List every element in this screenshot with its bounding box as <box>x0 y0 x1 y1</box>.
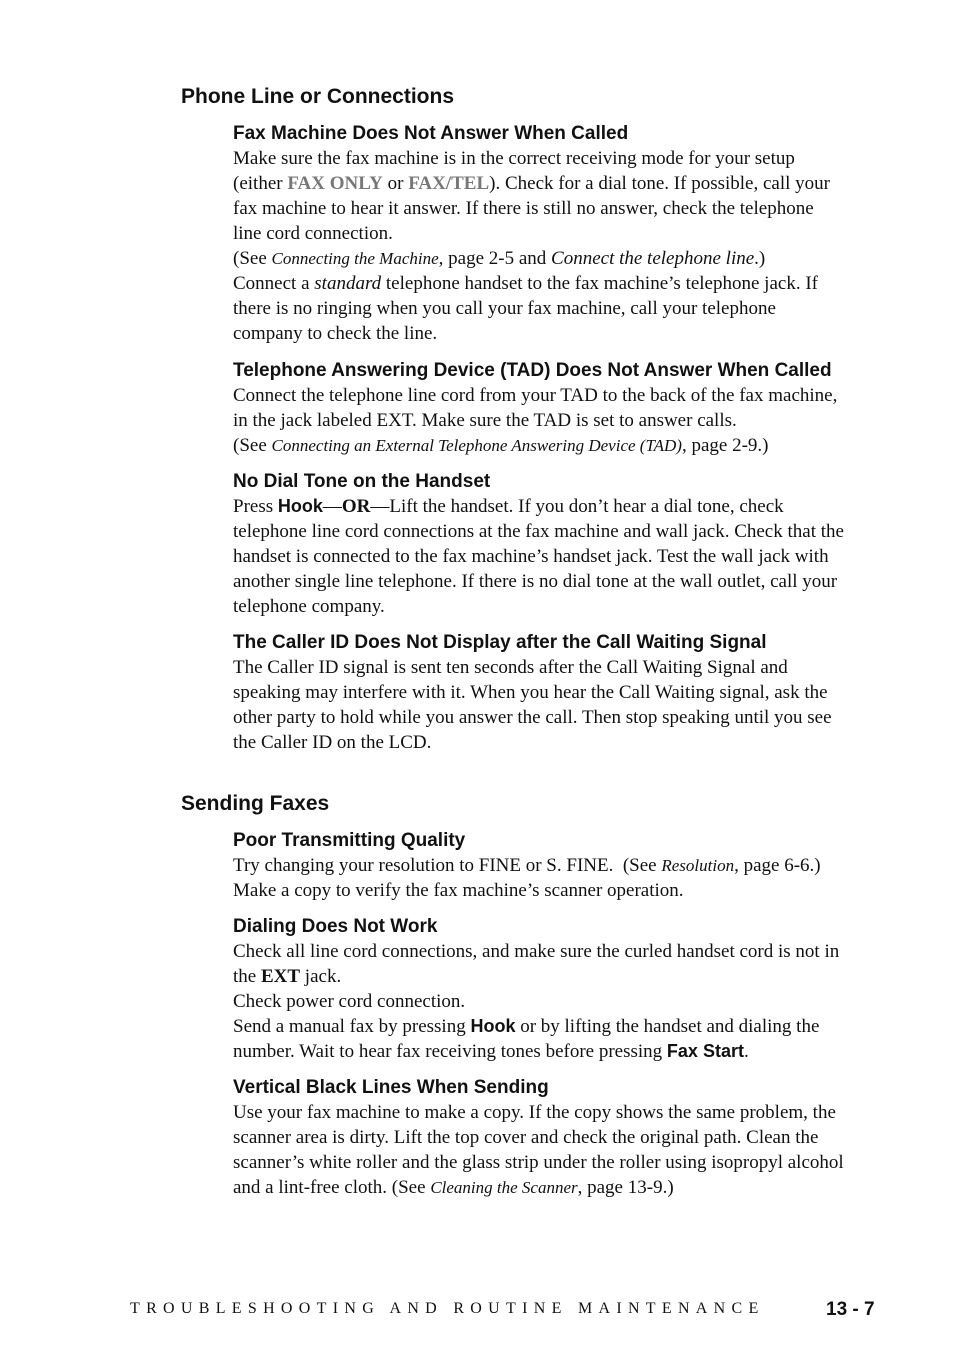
text-line: fax machine to hear it answer. If there is still no answer, check the telephone <box>233 198 814 219</box>
cross-reference: Cleaning the Scanner <box>430 1178 578 1197</box>
text-line: speaking may interfere with it. When you hear the Call Waiting signal, ask the <box>233 682 828 703</box>
text-line: (either FAX ONLY or FAX/TEL). Check for a dial tone. If possible, call your <box>233 173 830 194</box>
emphasis: standard <box>314 273 382 294</box>
section-title-sending-faxes: Sending Faxes <box>181 792 330 815</box>
paragraph-tad <box>233 383 883 458</box>
text-line: Make sure the fax machine is in the correct receiving mode for your setup <box>233 148 795 169</box>
hook-key: Hook <box>470 1016 516 1036</box>
text-line: line cord connection. <box>233 223 393 244</box>
paragraph-caller-id <box>233 655 883 755</box>
heading-poor-quality: Poor Transmitting Quality <box>233 830 466 851</box>
paragraph-vertical-lines <box>233 1100 883 1200</box>
text-line: (See Connecting an External Telephone Answering Device (TAD), page 2-9.) <box>233 435 769 456</box>
text-line: the Caller ID on the LCD. <box>233 732 432 753</box>
section-title-phone-line: Phone Line or Connections <box>181 85 455 108</box>
text-line: Make a copy to verify the fax machine’s scanner operation. <box>233 880 684 901</box>
text-line: (See Connecting the Machine, page 2-5 and Connect the telephone line.) <box>233 248 766 269</box>
text-line: Try changing your resolution to FINE or S. FINE. (See Resolution, page 6-6.) <box>233 855 821 876</box>
text-line: scanner area is dirty. Lift the top cover and check the original path. Clean the <box>233 1127 819 1148</box>
text-line: Connect the telephone line cord from your TAD to the back of the fax machine, <box>233 385 838 406</box>
text-line: scanner’s white roller and the glass strip under the roller using isopropyl alcohol <box>233 1152 844 1173</box>
fax-only-mode: FAX ONLY <box>287 173 383 194</box>
page-number: 13 - 7 <box>826 1299 875 1320</box>
text-line: and a lint-free cloth. (See Cleaning the Scanner, page 13-9.) <box>233 1177 674 1198</box>
text-line: another single line telephone. If there is no dial tone at the wall outlet, call your <box>233 571 838 592</box>
heading-dialing: Dialing Does Not Work <box>233 916 438 937</box>
paragraph-fax-no-answer <box>233 146 883 346</box>
paragraph-poor-quality <box>233 853 883 903</box>
heading-vertical-lines: Vertical Black Lines When Sending <box>233 1077 549 1098</box>
text-line: The Caller ID signal is sent ten seconds after the Call Waiting Signal and <box>233 657 788 678</box>
text-line: handset is connected to the fax machine’s handset jack. Test the wall jack with <box>233 546 829 567</box>
text-line: Press Hook—OR—Lift the handset. If you don’t hear a dial tone, check <box>233 496 784 517</box>
ext-jack: EXT <box>260 966 301 987</box>
text-line: Check all line cord connections, and make sure the curled handset cord is not in <box>233 941 840 962</box>
heading-tad-no-answer: Telephone Answering Device (TAD) Does Not Answer When Called <box>233 360 832 381</box>
cross-reference: Resolution <box>661 856 735 875</box>
fax-start-key: Fax Start <box>666 1041 744 1061</box>
text-line: telephone line cord connections at the fax machine and wall jack. Check that the <box>233 521 844 542</box>
text-line: Connect a standard telephone handset to the fax machine’s telephone jack. If <box>233 273 818 294</box>
text-line: other party to hold while you answer the call. Then stop speaking until you see <box>233 707 832 728</box>
text-line: company to check the line. <box>233 323 438 344</box>
hook-key: Hook <box>277 496 323 516</box>
paragraph-dialing <box>233 939 883 1064</box>
text-line: the EXT jack. <box>233 966 342 987</box>
text-line: Use your fax machine to make a copy. If the copy shows the same problem, the <box>233 1102 836 1123</box>
heading-fax-no-answer: Fax Machine Does Not Answer When Called <box>233 123 629 144</box>
heading-caller-id: The Caller ID Does Not Display after the Call Waiting Signal <box>233 632 767 653</box>
paragraph-no-dial-tone <box>233 494 883 619</box>
fax-tel-mode: FAX/TEL <box>408 173 490 194</box>
text-line: Check power cord connection. <box>233 991 466 1012</box>
cross-reference: Connect the telephone line <box>551 248 755 269</box>
text-line: there is no ringing when you call your fax machine, call your telephone <box>233 298 776 319</box>
footer-chapter-title: TROUBLESHOOTING AND ROUTINE MAINTENANCE <box>130 1300 765 1317</box>
text-line: in the jack labeled EXT. Make sure the TAD is set to answer calls. <box>233 410 737 431</box>
heading-no-dial-tone: No Dial Tone on the Handset <box>233 471 491 492</box>
cross-reference: Connecting an External Telephone Answering Device (TAD) <box>271 436 682 455</box>
cross-reference: Connecting the Machine <box>271 249 439 268</box>
text-line: number. Wait to hear fax receiving tones before pressing Fax Start. <box>233 1041 749 1062</box>
text-line: telephone company. <box>233 596 385 617</box>
or-emphasis: OR <box>341 496 371 517</box>
text-line: Send a manual fax by pressing Hook or by lifting the handset and dialing the <box>233 1016 820 1037</box>
